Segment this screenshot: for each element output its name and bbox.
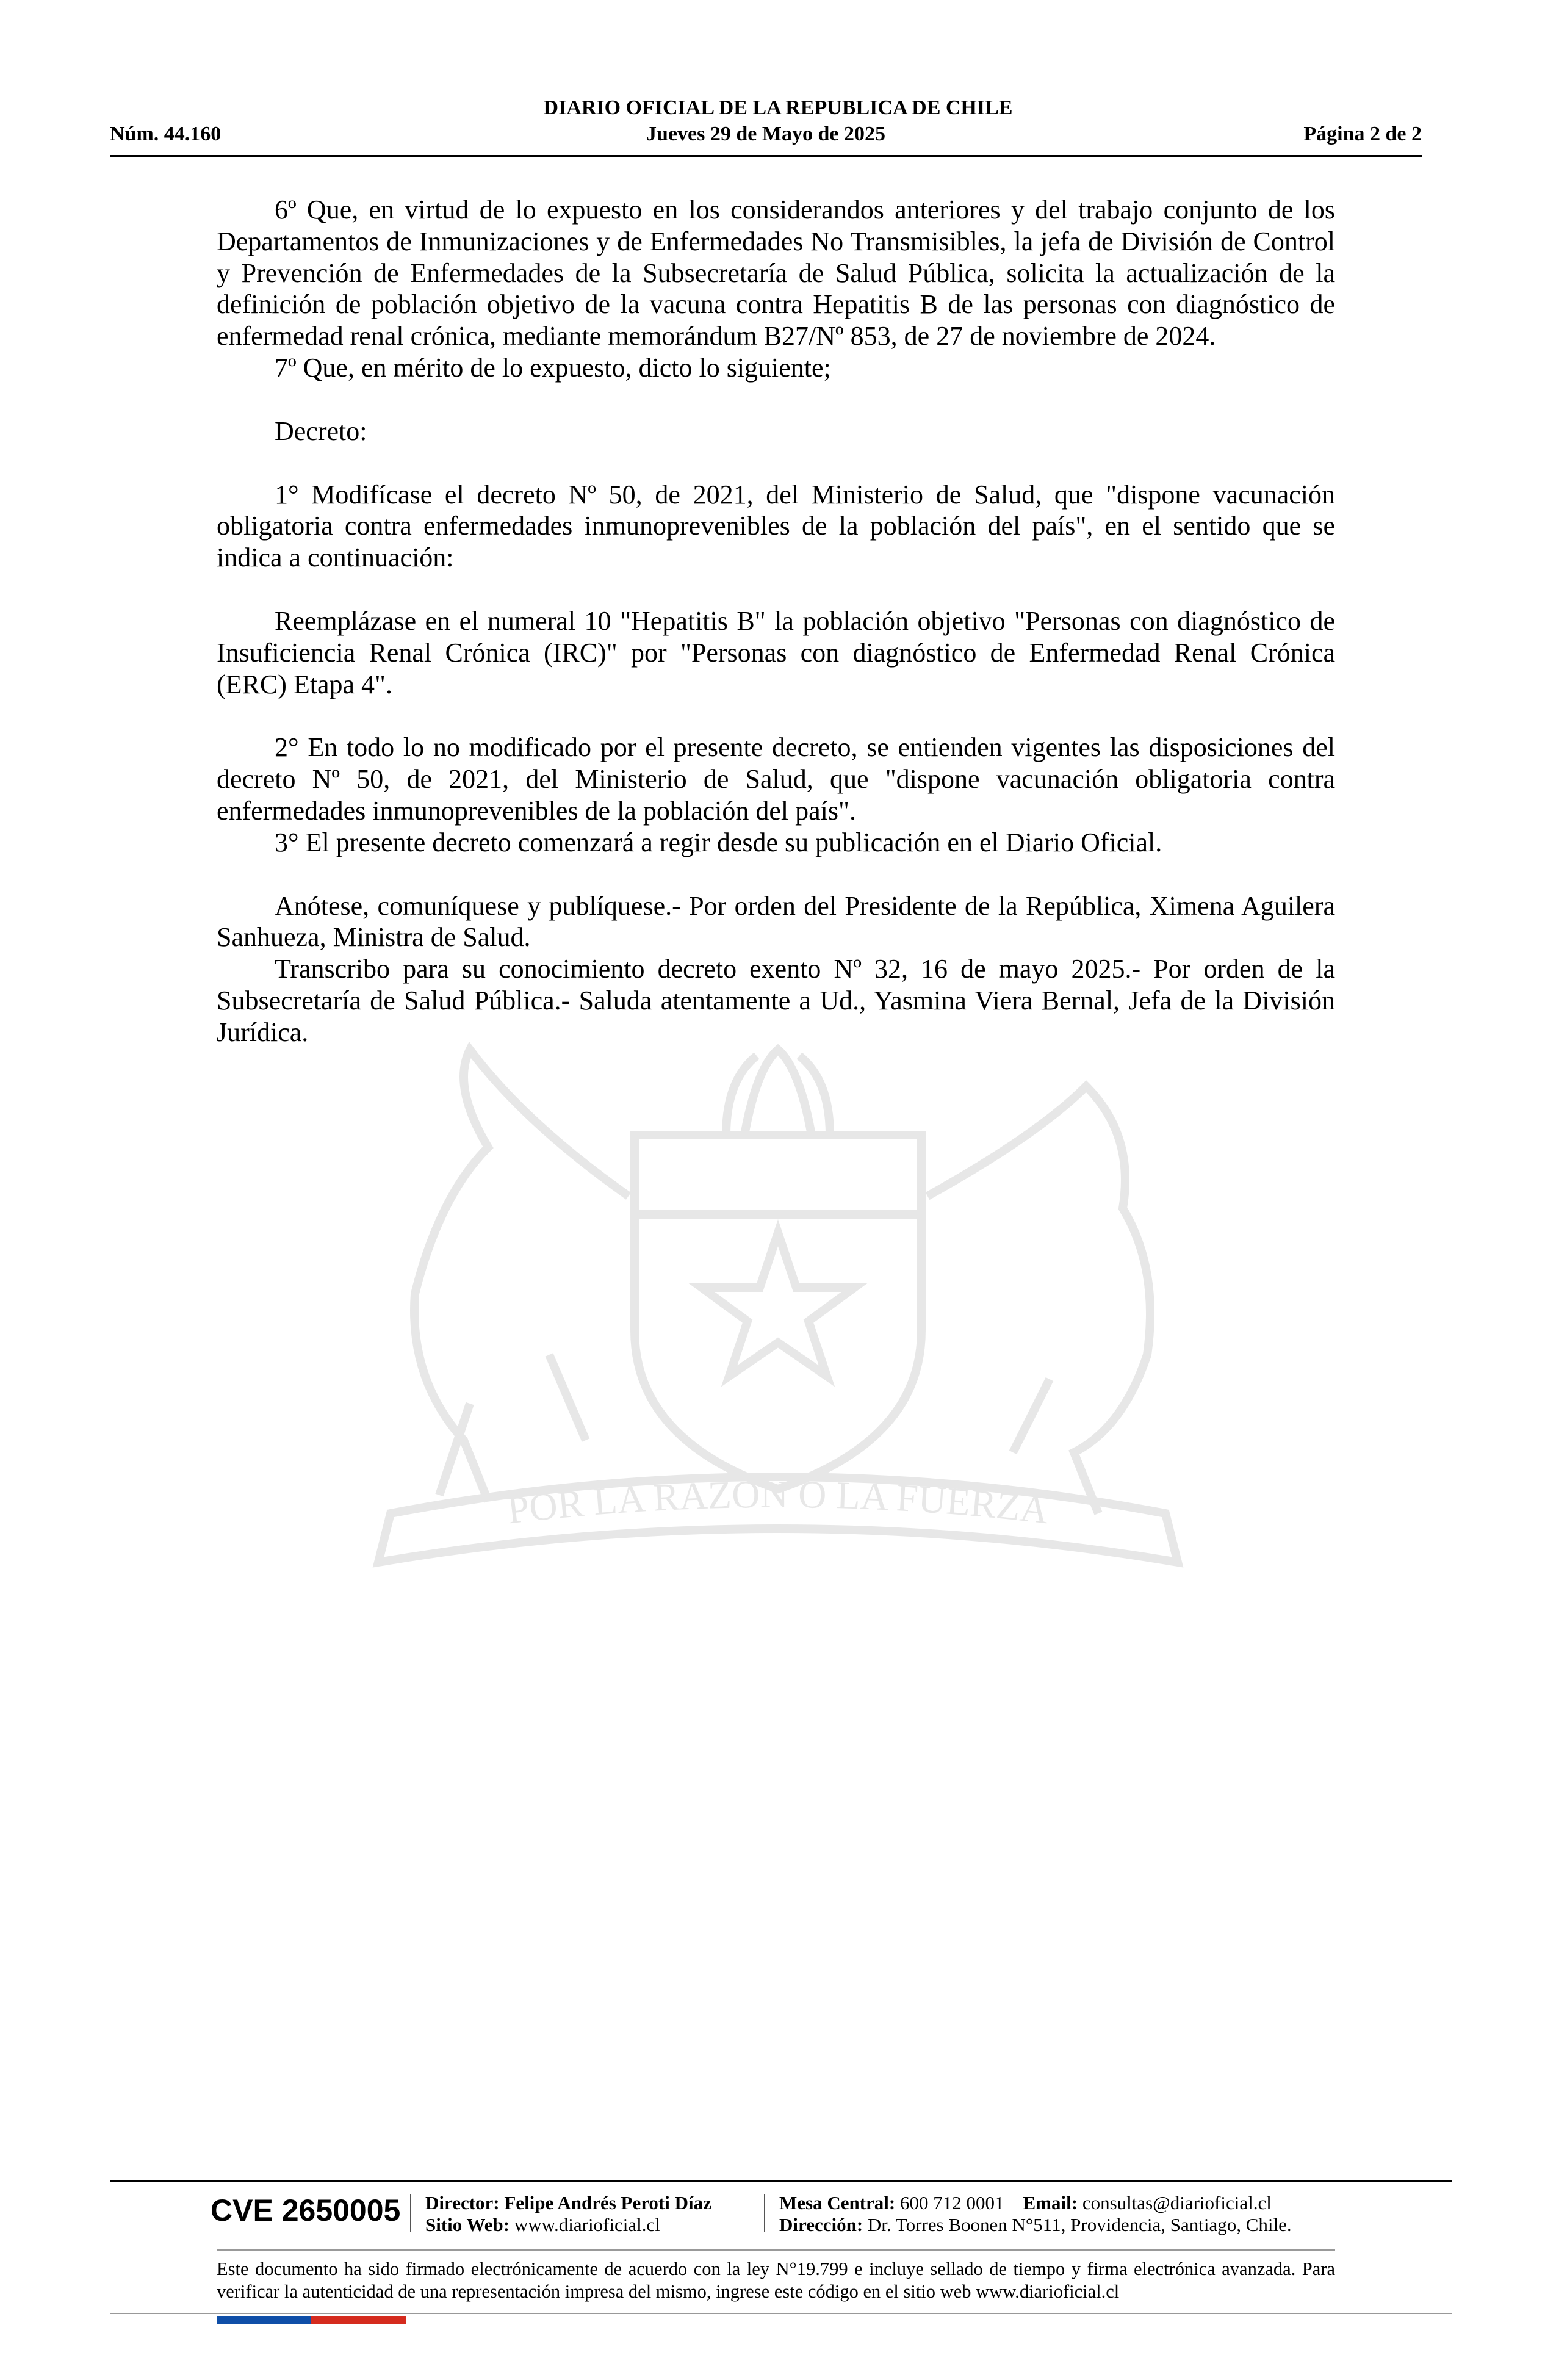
closing-formula: Anótese, comuníquese y publíquese.- Por orden del Presidente de la República, Ximena Aguilera Sanhueza, Ministra de Salud. <box>217 890 1335 953</box>
star-icon <box>702 1233 854 1376</box>
coat-of-arms-watermark <box>207 1013 1349 1660</box>
paragraph-considerando-7: 7º Que, en mérito de lo expuesto, dicto lo siguiente; <box>275 352 831 383</box>
huemul-icon <box>414 1050 629 1501</box>
article-1-replacement: Reemplázase en el numeral 10 "Hepatitis B" la población objetivo "Personas con diagnóstico de Insuficiencia Renal Crónica (IRC)" por "Personas con diagnóstico de Enfermedad Renal Crónica (ERC) Etapa 4". <box>217 605 1335 699</box>
transcription-note: Transcribo para su conocimiento decreto exento Nº 32, 16 de mayo 2025.- Por orden de la Subsecretaría de Salud Pública.- Saluda atentamente a Ud., Yasmina Viera Bernal, Jefa de la División Jurídica. <box>217 954 1335 1047</box>
email-label: Email: <box>1023 2192 1078 2213</box>
footer-separator <box>410 2194 411 2232</box>
header-row <box>110 121 1422 148</box>
article-1: 1° Modifícase el decreto Nº 50, de 2021, del Ministerio de Salud, que "dispone vacunación obligatoria contra enfermedades inmunoprevenibles de la población del país", en el sentido que se indica a continuación: <box>217 479 1335 573</box>
page-indicator: Página 2 de 2 <box>1303 123 1422 145</box>
newspaper-title: DIARIO OFICIAL DE LA REPUBLICA DE CHILE <box>543 96 1013 119</box>
mesa-phone: 600 712 0001 <box>900 2192 1004 2213</box>
decree-body <box>217 194 1335 1048</box>
site-link[interactable]: www.diarioficial.cl <box>514 2214 660 2235</box>
decree-heading: Decreto: <box>275 416 367 446</box>
cve-code: CVE 2650005 <box>211 2193 401 2227</box>
article-2: 2° En todo lo no modificado por el presente decreto, se entienden vigentes las disposiciones del decreto Nº 50, de 2021, del Ministerio de Salud, que "dispone vacunación obligatoria contra enfermedades inmunoprevenibles de la población del país". <box>217 732 1335 826</box>
shield-icon <box>635 1135 921 1489</box>
motto-text: POR LA RAZON O LA FUERZA <box>505 1472 1051 1532</box>
address-label: Dirección: <box>779 2214 863 2235</box>
flag-red-segment <box>311 2316 406 2324</box>
address-text: Dr. Torres Boonen N°511, Providencia, Santiago, Chile. <box>867 2214 1292 2235</box>
site-label: Sitio Web: <box>425 2214 510 2235</box>
footer-separator <box>764 2194 765 2232</box>
footer-divider-mid <box>217 2249 1335 2251</box>
footer-director-block <box>425 2192 711 2236</box>
director-label: Director: <box>425 2192 500 2213</box>
signature-note: Este documento ha sido firmado electrónicamente de acuerdo con la ley N°19.799 e incluye sellado de tiempo y firma electrónica avanzada. Para verificar la autenticidad de una representación impresa del mismo, ingrese este código en el sitio web www.diarioficial.cl <box>217 2259 1335 2302</box>
flag-blue-segment <box>217 2316 311 2324</box>
flag-stripe <box>217 2316 406 2324</box>
header-divider <box>110 155 1422 157</box>
issue-date: Jueves 29 de Mayo de 2025 <box>646 123 885 145</box>
director-name: Felipe Andrés Peroti Díaz <box>504 2192 711 2213</box>
condor-icon <box>927 1086 1150 1513</box>
issue-number: Núm. 44.160 <box>110 123 222 145</box>
mesa-label: Mesa Central: <box>779 2192 896 2213</box>
article-3: 3° El presente decreto comenzará a regir desde su publicación en el Diario Oficial. <box>275 827 1162 857</box>
footer-divider-top <box>110 2180 1452 2182</box>
footer-divider-bottom <box>110 2313 1452 2314</box>
footer-contact-block <box>779 2192 1292 2236</box>
paragraph-considerando-6: 6º Que, en virtud de lo expuesto en los considerandos anteriores y del trabajo conjunto de los Departamentos de Inmunizaciones y de Enfermedades No Transmisibles, la jefa de División de Control y Prevención de Enfermedades de la Subsecretaría de Salud Pública, solicita la actualización de la definición de población objetivo de la vacuna contra Hepatitis B de las personas con diagnóstico de enfermedad renal crónica, mediante memorándum B27/Nº 853, de 27 de noviembre de 2024. <box>217 195 1335 352</box>
email-link[interactable]: consultas@diarioficial.cl <box>1082 2192 1272 2213</box>
